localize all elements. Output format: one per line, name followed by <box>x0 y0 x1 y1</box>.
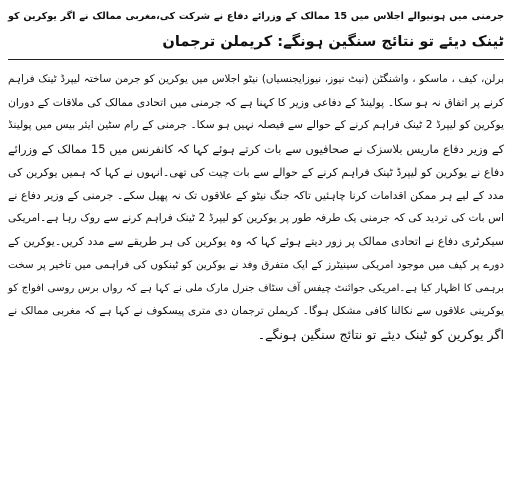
body-line: کے وزیر دفاع ماریس بلاسزک نے صحافیوں سے بات کرتے ہوئے کہا کہ کانفرنس میں 15 ممالک کے وزرائے <box>8 141 504 156</box>
body-line: مدد کے لیے ہر ممکن اقدامات کرنا چاہئیں تاکہ جنگ نیٹو کے علاقوں تک نہ پھیل سکے۔ جرمنی کے وزیر دفاع نے <box>8 189 504 203</box>
body-line: اگر یوکرین کو ٹینک دیئے تو نتائج سنگین ہونگے۔ <box>257 327 504 343</box>
headline-line-2: ٹینک دیئے تو نتائج سنگین ہونگے: کریملن ترجمان <box>162 33 504 50</box>
body-line: سیکرٹری دفاع نے اتحادی ممالک پر زور دیتے ہوئے کہا کہ وہ یوکرین کی ہر طریقے سے مدد کریں۔یوکرین کے <box>8 235 504 249</box>
headline-divider <box>8 59 504 60</box>
headline <box>8 4 504 54</box>
body-line: دورے پر کیف میں موجود امریکی سینیٹرز کے ایک متفرق وفد نے یوکرین کو ٹینکوں کی فراہمی میں تاخیر پر سخت <box>8 258 504 271</box>
body-line: اس بات کی تردید کی کہ جرمنی یک طرفہ طور پر یوکرین کو لیپرڈ 2 ٹینک فراہم کرنے سے روک رہا ہے۔امریکی <box>8 212 504 225</box>
article-body <box>8 68 504 346</box>
body-line: برہمی کا اظہار کیا ہے۔امریکی جوائنٹ چیفس آف سٹاف جنرل مارک ملی نے کہا ہے کہ رواں برس روسی افواج کو <box>8 282 504 294</box>
body-line: یوکرین کو لیپرڈ 2 ٹینک فراہم کرنے کے حوالے سے فیصلہ نہیں ہو سکا۔ جرمنی کے رام سٹین ایئر بیس میں پولینڈ <box>8 119 504 132</box>
body-line: یوکرینی علاقوں سے نکالنا کافی مشکل ہوگا۔ کریملن ترجمان دی متری پیسکوف نے کہا ہے کہ مغربی ممالک نے <box>8 305 504 318</box>
headline-line-1: جرمنی میں ہونیوالے اجلاس میں 15 ممالک کے وزرائے دفاع نے شرکت کی،مغربی ممالک نے اگر یوکرین کو <box>8 11 504 22</box>
body-line: دفاع نے یوکرین کو لیپرڈ ٹینک فراہم کرنے کے حوالے سے بات چیت کی تھی۔انہوں نے کہا کہ ہمیں یوکرین کی <box>8 165 504 179</box>
body-line: کرنے پر اتفاق نہ ہو سکا۔ پولینڈ کے دفاعی وزیر کا کہنا ہے کہ جرمنی میں اتحادی ممالک کی ملاقات کے دوران <box>8 96 504 110</box>
body-line: برلن، کیف ، ماسکو ، واشنگٹن (نیٹ نیوز، نیوزایجنسیاں) نیٹو اجلاس میں یوکرین کو جرمن ساختہ لیپرڈ ٹینک فراہم <box>8 73 504 85</box>
